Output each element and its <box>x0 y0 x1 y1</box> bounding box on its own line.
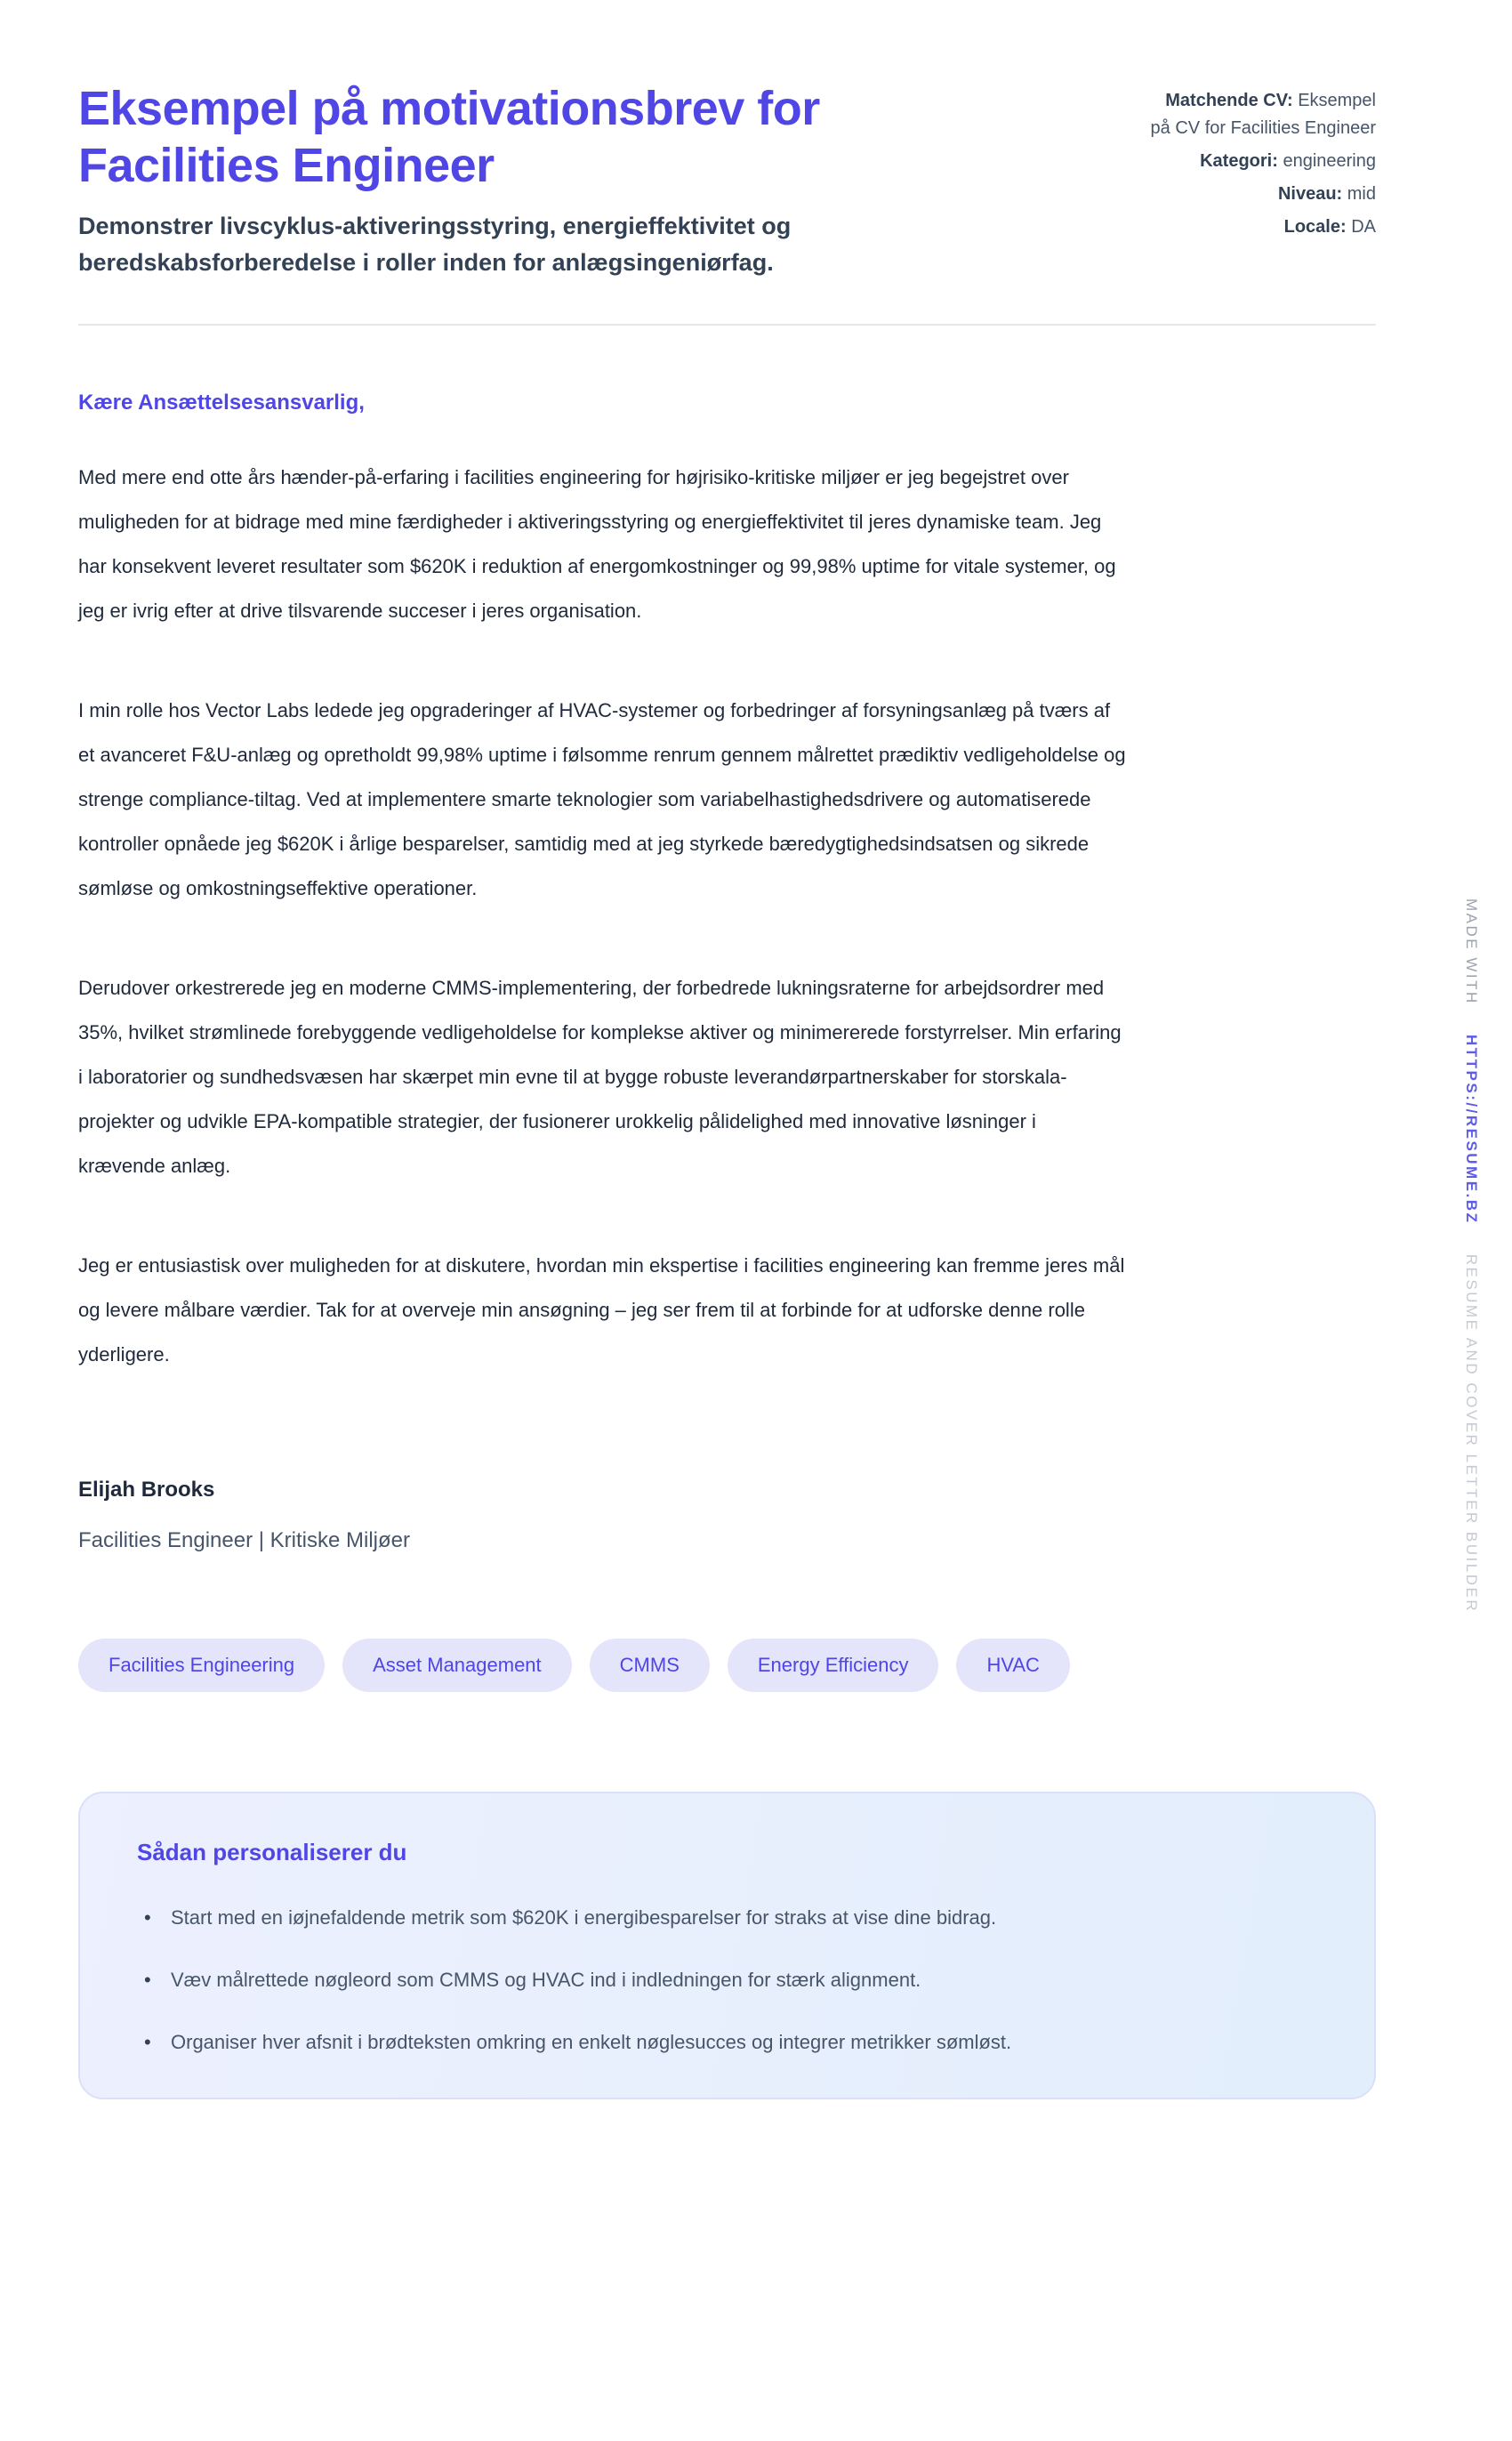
meta-block <box>1146 80 1376 246</box>
page-content <box>78 0 1376 2099</box>
tag-hvac[interactable]: HVAC <box>956 1639 1070 1692</box>
letter-paragraph-3: Derudover orkestrerede jeg en moderne CMMS-implementering, der forbedrede lukningsraterne for arbejdsordrer med 35%, hvilket strømlinede forebyggende vedligeholdelse for komplekse aktiver og minimererede forstyrrelser. Min erfaring i laboratorier og sundhedsvæsen har skærpet min evne til at bygge robuste leverandørpartnerskaber for storskala-projekter og udvikle EPA-kompatible strategier, der fusionerer urokkelig pålidelighed med innovative løsninger i krævende anlæg. <box>78 977 1122 1177</box>
watermark-made-with: MADE WITH <box>1463 898 1480 1005</box>
watermark <box>1462 898 1480 1613</box>
tip-item <box>137 2021 1098 2064</box>
page-subtitle: Demonstrer livscyklus-aktiveringsstyring, energieffektivitet og beredskabsforberedelse i roller inden for anlægsingeniørfag. <box>78 213 792 276</box>
bullet-icon: • <box>144 1906 151 1929</box>
bullet-icon: • <box>144 1969 151 1991</box>
page-header <box>78 0 1376 281</box>
tips-box <box>78 1792 1376 2099</box>
meta-matchende-cv <box>1146 87 1376 142</box>
tag-energy-efficiency[interactable]: Energy Efficiency <box>728 1639 939 1692</box>
tips-title: Sådan personaliserer du <box>137 1839 407 1865</box>
signature-role: Facilities Engineer | Kritiske Miljøer <box>78 1528 410 1552</box>
meta-value: mid <box>1347 184 1376 204</box>
tip-text: Organiser hver afsnit i brødteksten omkring en enkelt nøglesucces og integrer metrikker sømløst. <box>171 2031 1012 2053</box>
bullet-icon: • <box>144 2031 151 2053</box>
meta-value: engineering <box>1283 151 1376 171</box>
tip-item <box>137 1897 1098 1939</box>
tip-text: Væv målrettede nøgleord som CMMS og HVAC ind i indledningen for stærk alignment. <box>171 1969 921 1991</box>
tips-list <box>137 1897 1317 2064</box>
tag-asset-management[interactable]: Asset Management <box>342 1639 572 1692</box>
meta-kategori <box>1146 148 1376 175</box>
meta-locale <box>1146 213 1376 241</box>
meta-value: Eksempel på CV for Facilities Engineer <box>1150 91 1376 138</box>
header-divider <box>78 324 1376 326</box>
meta-niveau <box>1146 181 1376 208</box>
signature-name: Elijah Brooks <box>78 1478 215 1502</box>
meta-label: Niveau: <box>1277 184 1343 204</box>
page-title: Eksempel på motivationsbrev for Facilities Engineer <box>78 82 820 192</box>
tag-list <box>78 1639 1376 1692</box>
meta-label: Kategori: <box>1200 151 1278 171</box>
tip-text: Start med en iøjnefaldende metrik som $620K i energibesparelser for straks at vise dine bidrag. <box>171 1906 997 1929</box>
watermark-link[interactable]: HTTPS://RESUME.BZ <box>1463 1035 1480 1225</box>
tip-item <box>137 1959 1098 2002</box>
tag-facilities-engineering[interactable]: Facilities Engineering <box>78 1639 325 1692</box>
header-title-block <box>78 80 1146 281</box>
letter-paragraph-2: I min rolle hos Vector Labs ledede jeg opgraderinger af HVAC-systemer og forbedringer af forsyningsanlæg på tværs af et avanceret F&U-anlæg og opretholdt 99,98% uptime i følsomme renrum gennem målrettet prædiktiv vedligeholdelse og strenge compliance-tiltag. Ved at implementere smarte teknologier som variabelhastighedsdrivere og automatiserede kontroller opnåede jeg $620K i årlige besparelser, samtidig med at jeg styrkede bæredygtighedsindsatsen og sikrede sømløse og omkostningseffektive operationer. <box>78 699 1126 899</box>
meta-value: DA <box>1351 217 1376 237</box>
tag-cmms[interactable]: CMMS <box>590 1639 710 1692</box>
meta-label: Locale: <box>1283 217 1347 237</box>
letter-paragraph-4: Jeg er entusiastisk over muligheden for at diskutere, hvordan min ekspertise i facilities engineering kan fremme jeres mål og levere målbare værdier. Tak for at overveje min ansøgning – jeg ser frem til at forbinde for at udforske denne rolle yderligere. <box>78 1254 1125 1366</box>
watermark-suffix: RESUME AND COVER LETTER BUILDER <box>1463 1253 1480 1614</box>
letter-greeting: Kære Ansættelsesansvarlig, <box>78 391 365 415</box>
letter-paragraph-1: Med mere end otte års hænder-på-erfaring i facilities engineering for højrisiko-kritiske miljøer er jeg begejstret over muligheden for at bidrage med mine færdigheder i aktiveringsstyring og energieffektivitet til jeres dynamiske team. Jeg har konsekvent leveret resultater som $620K i reduktion af energomkostninger og 99,98% uptime for vitale systemer, og jeg er ivrig efter at drive tilsvarende succeser i jeres organisation. <box>78 466 1116 622</box>
meta-label: Matchende CV: <box>1165 91 1293 110</box>
